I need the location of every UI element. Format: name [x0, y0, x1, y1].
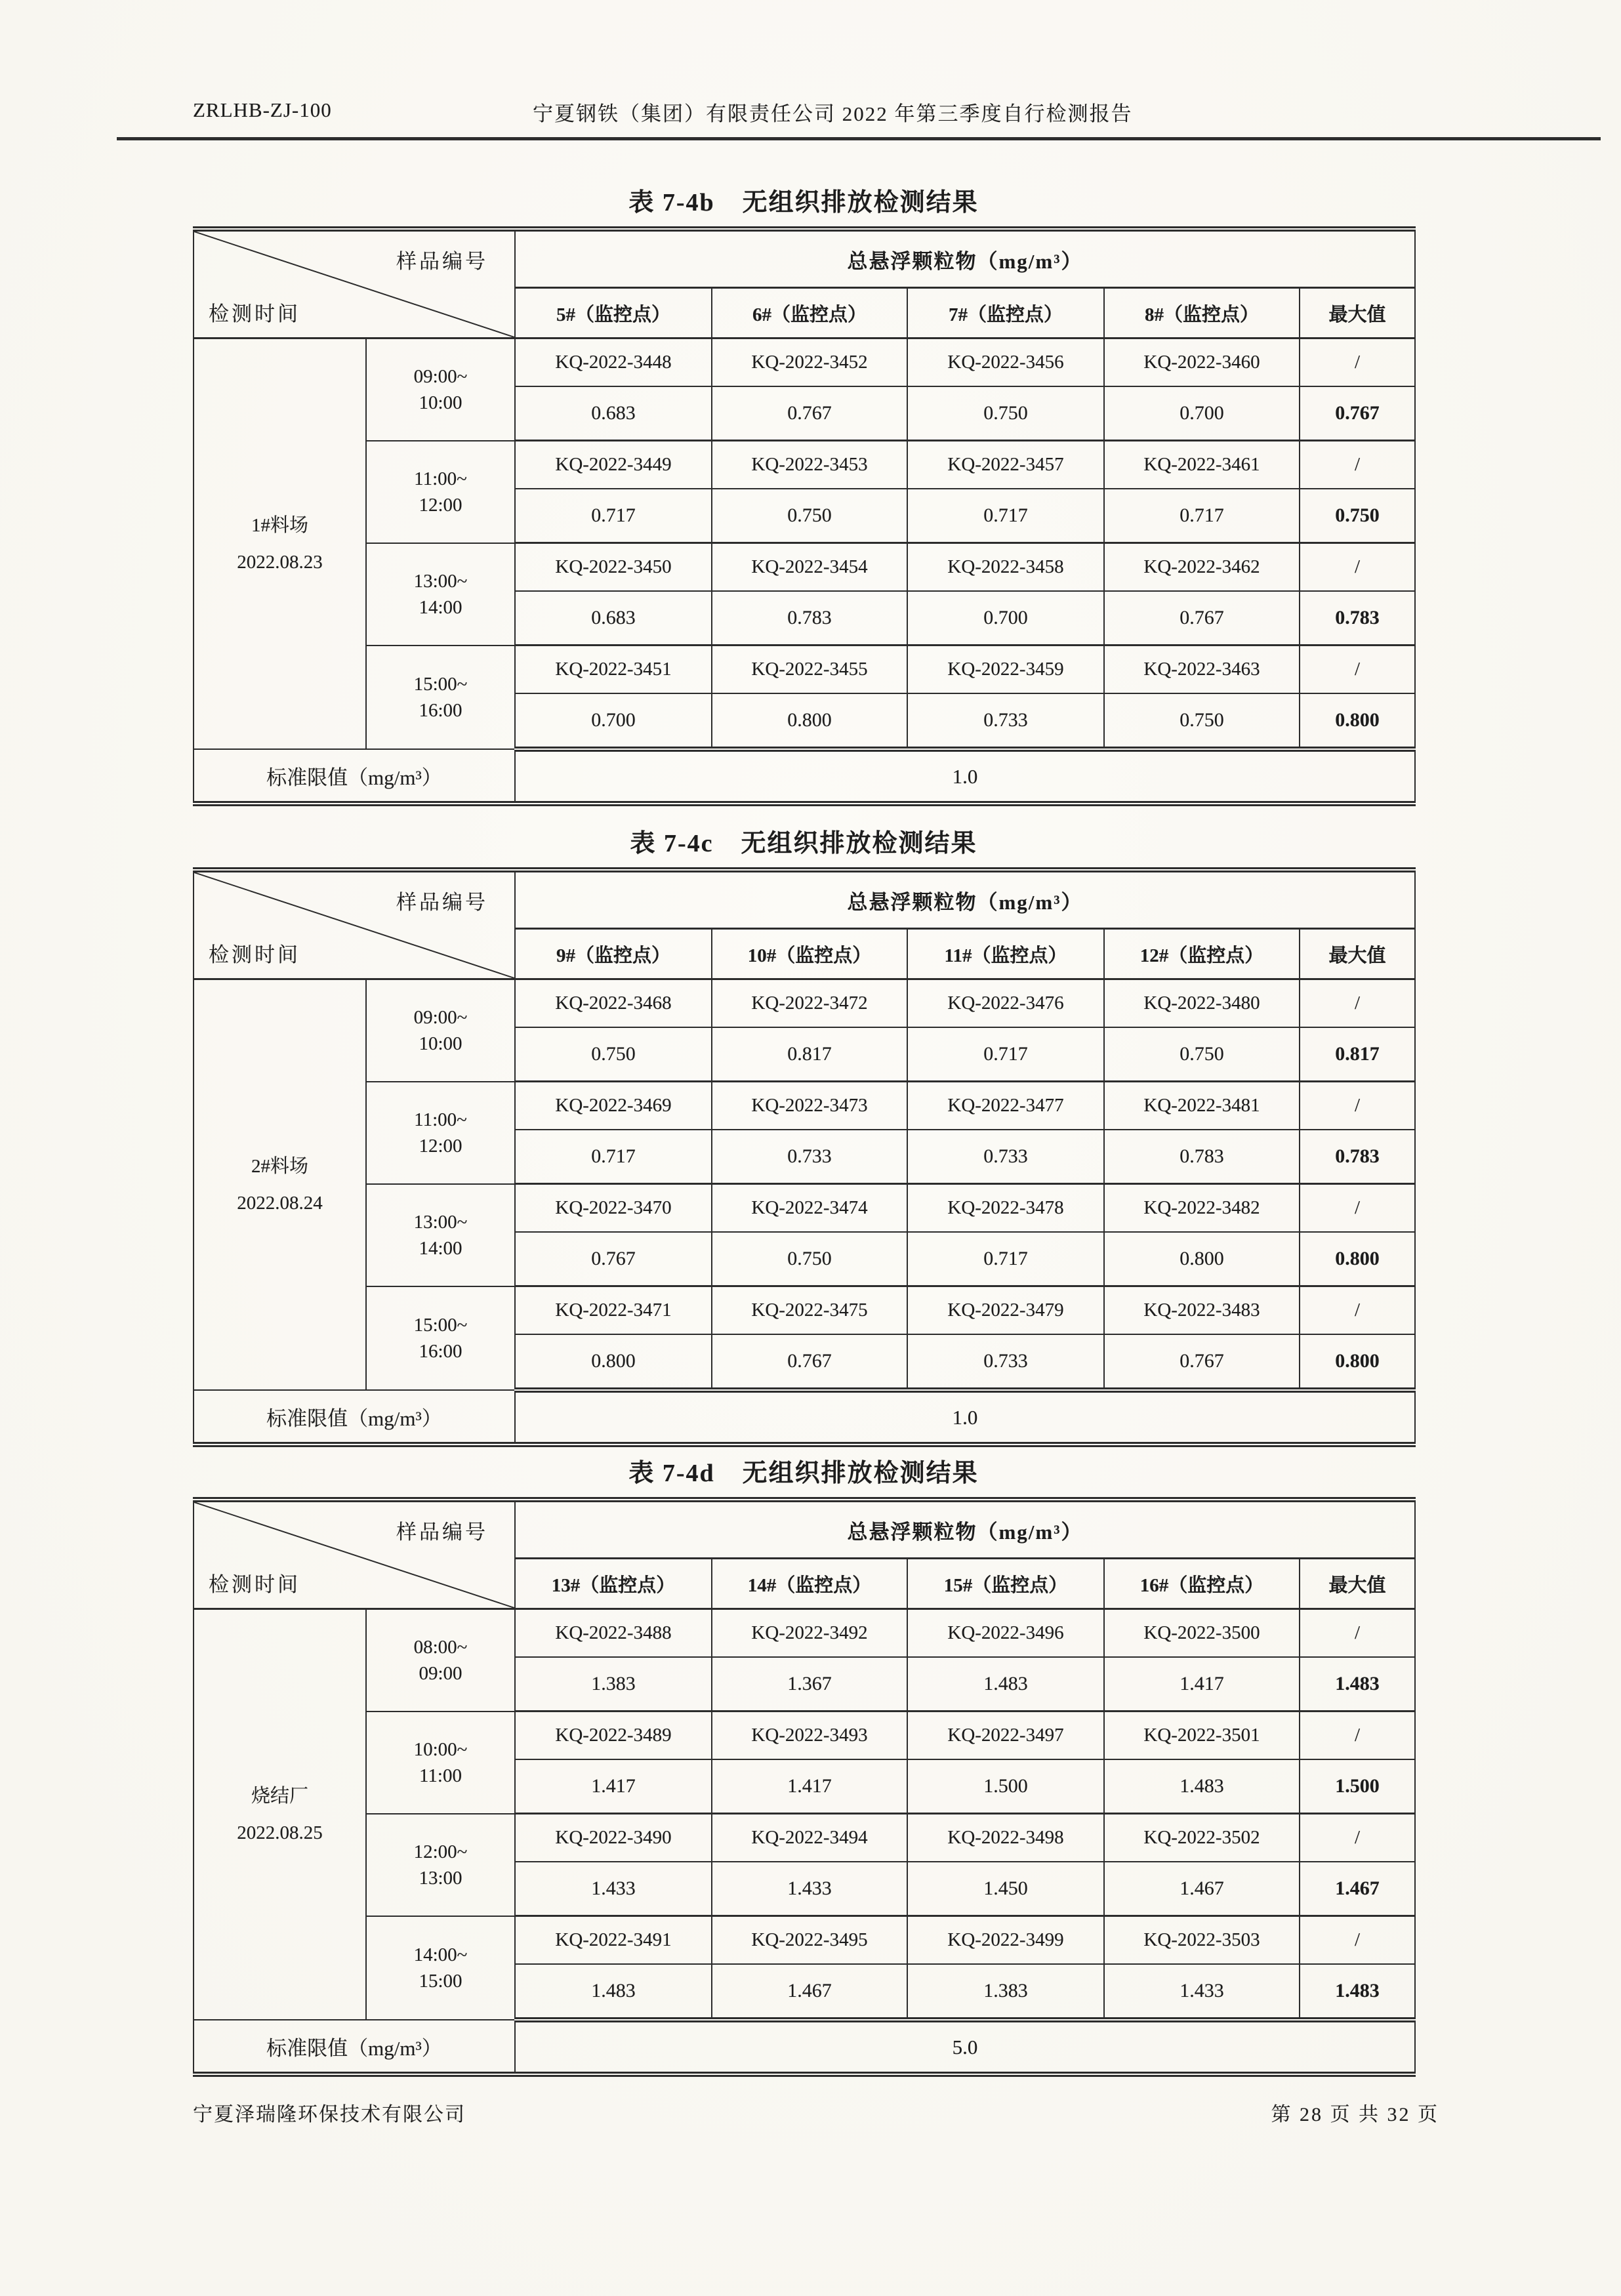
max-value-cell: 1.483: [1300, 1657, 1415, 1712]
value-cell: 1.367: [712, 1657, 907, 1712]
time-range-cell: [366, 1184, 515, 1286]
max-value-cell: 0.767: [1300, 386, 1415, 441]
site-date: 2022.08.24: [237, 1193, 323, 1214]
sample-id-cell: KQ-2022-3450: [515, 543, 712, 592]
sample-id-cell: KQ-2022-3482: [1104, 1184, 1300, 1233]
time-range-cell: [366, 1916, 515, 2020]
value-cell: 1.467: [1104, 1862, 1300, 1916]
sample-id-cell: KQ-2022-3468: [515, 979, 712, 1028]
sample-id-cell: KQ-2022-3458: [907, 543, 1104, 592]
time-start: 09:00~: [413, 1006, 468, 1028]
diagonal-header-cell: [194, 870, 515, 979]
value-cell: 1.417: [712, 1759, 907, 1814]
time-start: 11:00~: [414, 468, 467, 489]
value-cell: 1.383: [907, 1964, 1104, 2020]
table-section-7-4b: [193, 187, 1414, 806]
value-cell: 0.800: [1104, 1232, 1300, 1286]
value-cell: 0.750: [515, 1027, 712, 1082]
table-title-text: 无组织排放检测结果: [742, 189, 979, 216]
table-section-7-4d: [193, 1458, 1414, 2077]
max-value-cell: 0.800: [1300, 693, 1415, 749]
value-cell: 0.683: [515, 591, 712, 646]
corner-label-detect-time: 检测时间: [209, 1573, 300, 1596]
time-end: 12:00: [419, 1135, 462, 1157]
table-title-text: 无组织排放检测结果: [741, 830, 977, 857]
value-cell: 0.717: [907, 1027, 1104, 1082]
sample-id-cell: KQ-2022-3497: [907, 1712, 1104, 1760]
time-end: 12:00: [419, 494, 462, 516]
limit-label-cell: 标准限值（mg/m³）: [194, 2020, 515, 2074]
max-value-cell: 0.800: [1300, 1232, 1415, 1286]
time-range-cell: [366, 1712, 515, 1814]
sample-id-cell: KQ-2022-3454: [712, 543, 907, 592]
limit-value-cell: 1.0: [515, 1390, 1415, 1445]
sample-id-cell: KQ-2022-3496: [907, 1609, 1104, 1658]
time-start: 09:00~: [413, 365, 468, 387]
table-title: [193, 1458, 1414, 1489]
value-cell: 0.750: [712, 489, 907, 543]
sample-id-cell: KQ-2022-3459: [907, 646, 1104, 694]
max-placeholder-cell: /: [1300, 1712, 1415, 1760]
sample-id-cell: KQ-2022-3460: [1104, 338, 1300, 387]
time-end: 16:00: [419, 699, 462, 721]
time-range-cell: [366, 1286, 515, 1391]
time-range-cell: [366, 979, 515, 1082]
doc-code: ZRLHB-ZJ-100: [193, 98, 332, 121]
footer-page-number: 第 28 页 共 32 页: [1271, 2104, 1439, 2125]
column-header: 15#（监控点）: [907, 1559, 1104, 1609]
max-value-cell: 0.750: [1300, 489, 1415, 543]
sample-id-cell: KQ-2022-3502: [1104, 1814, 1300, 1862]
max-placeholder-cell: /: [1300, 646, 1415, 694]
table-body: [194, 338, 1415, 750]
site-name: 1#料场: [251, 515, 308, 536]
sample-id-cell: KQ-2022-3455: [712, 646, 907, 694]
table-body: [194, 979, 1415, 1391]
column-header: 6#（监控点）: [712, 288, 907, 338]
value-cell: 0.750: [712, 1232, 907, 1286]
value-cell: 1.483: [907, 1657, 1104, 1712]
value-cell: 0.783: [1104, 1130, 1300, 1184]
site-date: 2022.08.25: [237, 1822, 323, 1843]
sample-id-cell: KQ-2022-3490: [515, 1814, 712, 1862]
sample-id-cell: KQ-2022-3449: [515, 441, 712, 489]
max-placeholder-cell: /: [1300, 338, 1415, 387]
page-footer: [193, 2098, 1439, 2127]
sample-id-cell: KQ-2022-3500: [1104, 1609, 1300, 1658]
value-cell: 0.817: [712, 1027, 907, 1082]
sample-id-cell: KQ-2022-3448: [515, 338, 712, 387]
value-cell: 0.767: [1104, 591, 1300, 646]
value-cell: 0.700: [907, 591, 1104, 646]
table-number: 表 7-4b: [628, 189, 715, 216]
sample-id-cell: KQ-2022-3462: [1104, 543, 1300, 592]
value-cell: 1.417: [1104, 1657, 1300, 1712]
sample-id-cell: KQ-2022-3470: [515, 1184, 712, 1233]
sample-id-cell: KQ-2022-3471: [515, 1286, 712, 1335]
table-section-7-4c: [193, 828, 1414, 1447]
value-cell: 0.733: [712, 1130, 907, 1184]
value-cell: 1.483: [515, 1964, 712, 2020]
sample-id-cell: KQ-2022-3501: [1104, 1712, 1300, 1760]
max-placeholder-cell: /: [1300, 1609, 1415, 1658]
value-cell: 1.433: [712, 1862, 907, 1916]
value-cell: 0.717: [907, 489, 1104, 543]
time-start: 11:00~: [414, 1109, 467, 1130]
column-header-max: 最大值: [1300, 1559, 1415, 1609]
value-cell: 0.683: [515, 386, 712, 441]
time-start: 10:00~: [413, 1738, 468, 1760]
value-cell: 1.450: [907, 1862, 1104, 1916]
value-cell: 1.383: [515, 1657, 712, 1712]
emission-table-7-4d: [193, 1497, 1416, 2077]
sample-id-cell: KQ-2022-3457: [907, 441, 1104, 489]
column-header: 16#（监控点）: [1104, 1559, 1300, 1609]
column-header: 13#（监控点）: [515, 1559, 712, 1609]
limit-label-cell: 标准限值（mg/m³）: [194, 749, 515, 804]
column-header: 8#（监控点）: [1104, 288, 1300, 338]
value-cell: 0.750: [907, 386, 1104, 441]
value-cell: 0.717: [515, 1130, 712, 1184]
value-cell: 0.750: [1104, 1027, 1300, 1082]
value-cell: 1.483: [1104, 1759, 1300, 1814]
value-cell: 0.717: [907, 1232, 1104, 1286]
time-range-cell: [366, 338, 515, 441]
time-start: 14:00~: [413, 1944, 468, 1965]
value-cell: 0.717: [515, 489, 712, 543]
value-cell: 0.700: [1104, 386, 1300, 441]
sample-id-cell: KQ-2022-3453: [712, 441, 907, 489]
max-placeholder-cell: /: [1300, 1184, 1415, 1233]
time-start: 13:00~: [413, 1211, 468, 1233]
corner-label-detect-time: 检测时间: [209, 943, 300, 966]
max-placeholder-cell: /: [1300, 1082, 1415, 1130]
header-rule: [117, 137, 1601, 140]
time-range-cell: [366, 543, 515, 646]
value-cell: 0.767: [515, 1232, 712, 1286]
value-cell: 0.767: [712, 386, 907, 441]
table-number: 表 7-4d: [628, 1460, 715, 1487]
max-placeholder-cell: /: [1300, 1814, 1415, 1862]
max-placeholder-cell: /: [1300, 441, 1415, 489]
value-cell: 0.800: [515, 1334, 712, 1390]
column-header-max: 最大值: [1300, 288, 1415, 338]
time-range-cell: [366, 1609, 515, 1712]
column-header: 9#（监控点）: [515, 929, 712, 979]
time-start: 13:00~: [413, 570, 468, 592]
value-cell: 0.733: [907, 1334, 1104, 1390]
table-title: [193, 187, 1414, 218]
limit-value-cell: 5.0: [515, 2020, 1415, 2074]
value-cell: 0.733: [907, 693, 1104, 749]
time-end: 15:00: [419, 1970, 462, 1992]
time-start: 15:00~: [413, 673, 468, 695]
site-name: 2#料场: [251, 1156, 308, 1177]
time-end: 13:00: [419, 1867, 462, 1889]
site-label: [194, 338, 366, 750]
table-title: [193, 828, 1414, 859]
sample-id-cell: KQ-2022-3480: [1104, 979, 1300, 1028]
max-value-cell: 0.783: [1300, 591, 1415, 646]
group-header-tsp: 总悬浮颗粒物（mg/m³）: [515, 870, 1415, 929]
max-value-cell: 1.500: [1300, 1759, 1415, 1814]
emission-table-7-4c: [193, 867, 1416, 1447]
table-title-text: 无组织排放检测结果: [742, 1460, 979, 1487]
time-end: 10:00: [419, 392, 462, 413]
sample-id-cell: KQ-2022-3483: [1104, 1286, 1300, 1335]
sample-id-cell: KQ-2022-3474: [712, 1184, 907, 1233]
group-header-tsp: 总悬浮颗粒物（mg/m³）: [515, 229, 1415, 288]
group-header-tsp: 总悬浮颗粒物（mg/m³）: [515, 1500, 1415, 1559]
time-end: 09:00: [419, 1662, 462, 1684]
value-cell: 1.433: [515, 1862, 712, 1916]
corner-label-sample-no: 样品编号: [396, 250, 488, 273]
doc-header-title: 宁夏钢铁（集团）有限责任公司 2022 年第三季度自行检测报告: [533, 102, 1133, 125]
value-cell: 1.433: [1104, 1964, 1300, 2020]
time-end: 10:00: [419, 1033, 462, 1054]
max-value-cell: 0.800: [1300, 1334, 1415, 1390]
sample-id-cell: KQ-2022-3494: [712, 1814, 907, 1862]
sample-id-cell: KQ-2022-3503: [1104, 1916, 1300, 1965]
sample-id-cell: KQ-2022-3492: [712, 1609, 907, 1658]
sample-id-cell: KQ-2022-3452: [712, 338, 907, 387]
site-date: 2022.08.23: [237, 552, 323, 573]
value-cell: 0.733: [907, 1130, 1104, 1184]
site-label: [194, 979, 366, 1391]
time-end: 14:00: [419, 1237, 462, 1259]
sample-id-cell: KQ-2022-3491: [515, 1916, 712, 1965]
sample-id-cell: KQ-2022-3473: [712, 1082, 907, 1130]
limit-value-cell: 1.0: [515, 749, 1415, 804]
time-end: 11:00: [419, 1765, 462, 1786]
time-range-cell: [366, 1814, 515, 1916]
diagonal-header-cell: [194, 229, 515, 338]
sample-id-cell: KQ-2022-3479: [907, 1286, 1104, 1335]
column-header: 5#（监控点）: [515, 288, 712, 338]
column-header: 11#（监控点）: [907, 929, 1104, 979]
column-header: 10#（监控点）: [712, 929, 907, 979]
time-range-cell: [366, 1082, 515, 1184]
value-cell: 1.500: [907, 1759, 1104, 1814]
max-value-cell: 0.783: [1300, 1130, 1415, 1184]
column-header-max: 最大值: [1300, 929, 1415, 979]
sample-id-cell: KQ-2022-3495: [712, 1916, 907, 1965]
table-number: 表 7-4c: [630, 830, 714, 857]
value-cell: 0.717: [1104, 489, 1300, 543]
time-range-cell: [366, 646, 515, 750]
emission-table-7-4b: [193, 226, 1416, 806]
sample-id-cell: KQ-2022-3451: [515, 646, 712, 694]
sample-id-cell: KQ-2022-3499: [907, 1916, 1104, 1965]
site-name: 烧结厂: [251, 1786, 308, 1807]
value-cell: 0.750: [1104, 693, 1300, 749]
sample-id-cell: KQ-2022-3498: [907, 1814, 1104, 1862]
max-placeholder-cell: /: [1300, 1286, 1415, 1335]
value-cell: 0.800: [712, 693, 907, 749]
max-placeholder-cell: /: [1300, 1916, 1415, 1965]
value-cell: 0.767: [712, 1334, 907, 1390]
limit-label-cell: 标准限值（mg/m³）: [194, 1390, 515, 1445]
table-body: [194, 1609, 1415, 2020]
sample-id-cell: KQ-2022-3475: [712, 1286, 907, 1335]
time-start: 15:00~: [413, 1314, 468, 1336]
time-start: 08:00~: [413, 1636, 468, 1658]
corner-label-detect-time: 检测时间: [209, 302, 300, 325]
max-value-cell: 1.467: [1300, 1862, 1415, 1916]
value-cell: 1.467: [712, 1964, 907, 2020]
value-cell: 0.783: [712, 591, 907, 646]
sample-id-cell: KQ-2022-3476: [907, 979, 1104, 1028]
sample-id-cell: KQ-2022-3489: [515, 1712, 712, 1760]
sample-id-cell: KQ-2022-3481: [1104, 1082, 1300, 1130]
time-start: 12:00~: [413, 1841, 468, 1862]
time-range-cell: [366, 441, 515, 543]
sample-id-cell: KQ-2022-3463: [1104, 646, 1300, 694]
footer-company: 宁夏泽瑞隆环保技术有限公司: [193, 2104, 466, 2125]
diagonal-header-cell: [194, 1500, 515, 1609]
sample-id-cell: KQ-2022-3493: [712, 1712, 907, 1760]
column-header: 7#（监控点）: [907, 288, 1104, 338]
sample-id-cell: KQ-2022-3477: [907, 1082, 1104, 1130]
site-label: [194, 1609, 366, 2020]
time-end: 16:00: [419, 1340, 462, 1362]
sample-id-cell: KQ-2022-3469: [515, 1082, 712, 1130]
time-end: 14:00: [419, 596, 462, 618]
column-header: 12#（监控点）: [1104, 929, 1300, 979]
value-cell: 0.767: [1104, 1334, 1300, 1390]
max-placeholder-cell: /: [1300, 979, 1415, 1028]
max-placeholder-cell: /: [1300, 543, 1415, 592]
value-cell: 0.700: [515, 693, 712, 749]
sample-id-cell: KQ-2022-3456: [907, 338, 1104, 387]
sample-id-cell: KQ-2022-3461: [1104, 441, 1300, 489]
max-value-cell: 0.817: [1300, 1027, 1415, 1082]
corner-label-sample-no: 样品编号: [396, 1521, 488, 1544]
max-value-cell: 1.483: [1300, 1964, 1415, 2020]
sample-id-cell: KQ-2022-3478: [907, 1184, 1104, 1233]
value-cell: 1.417: [515, 1759, 712, 1814]
sample-id-cell: KQ-2022-3472: [712, 979, 907, 1028]
sample-id-cell: KQ-2022-3488: [515, 1609, 712, 1658]
column-header: 14#（监控点）: [712, 1559, 907, 1609]
corner-label-sample-no: 样品编号: [396, 891, 488, 914]
